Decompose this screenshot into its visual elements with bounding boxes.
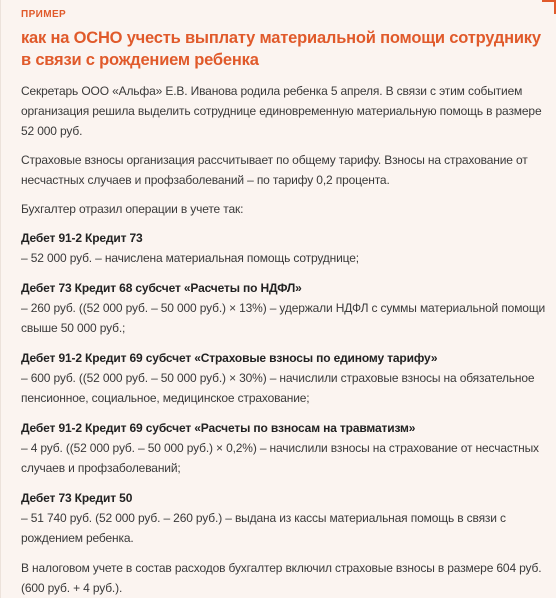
accounting-entry-5 [21,488,546,548]
example-label: ПРИМЕР [21,9,67,20]
entry-description: – 260 руб. ((52 000 руб. – 50 000 руб.) × 13%) – удержали НДФЛ с суммы материальной помощи свыше 50 000 руб.; [21,301,546,335]
example-title: как на ОСНО учесть выплату материальной помощи сотруднику в связи с рождением ребенка [21,29,541,69]
corner-accent [542,0,556,14]
entry-description: – 4 руб. ((52 000 руб. – 50 000 руб.) × 0,2%) – начислили взносы на страхование от несчастных случаев и профзаболеваний; [21,441,539,475]
entry-description: – 600 руб. ((52 000 руб. – 50 000 руб.) × 30%) – начислили страховые взносы на обязательное пенсионное, социальное, медицинское страхование; [21,371,535,405]
intro-paragraph-2: Страховые взносы организация рассчитывает по общему тарифу. Взносы на страхование от несчастных случаев и профзаболеваний – по тарифу 0,2 процента. [21,153,528,187]
entry-heading: Дебет 73 Кредит 50 [21,491,133,505]
accounting-entry-4 [21,418,546,478]
accounting-entry-2 [21,278,546,338]
outro-paragraph: В налоговом учете в состав расходов бухгалтер включил страховые взносы в размере 604 руб. (600 руб. + 4 руб.). [21,561,542,595]
entry-description: – 51 740 руб. (52 000 руб. – 260 руб.) – выдана из кассы материальная помощь в связи с рождением ребенка. [21,511,506,545]
entry-description: – 52 000 руб. – начислена материальная помощь сотруднице; [21,251,359,265]
intro-paragraph-1: Секретарь ООО «Альфа» Е.В. Иванова родила ребенка 5 апреля. В связи с этим событием организация решила выделить сотруднице единовременную материальную помощь в размере 52 000 руб. [21,84,542,138]
accounting-entry-1 [21,228,546,268]
entry-heading: Дебет 73 Кредит 68 субсчет «Расчеты по НДФЛ» [21,281,302,295]
entry-heading: Дебет 91-2 Кредит 73 [21,231,143,245]
entry-heading: Дебет 91-2 Кредит 69 субсчет «Страховые взносы по единому тарифу» [21,351,438,365]
accounting-entry-3 [21,348,546,408]
intro-paragraph-3: Бухгалтер отразил операции в учете так: [21,202,244,216]
entry-heading: Дебет 91-2 Кредит 69 субсчет «Расчеты по взносам на травматизм» [21,421,416,435]
